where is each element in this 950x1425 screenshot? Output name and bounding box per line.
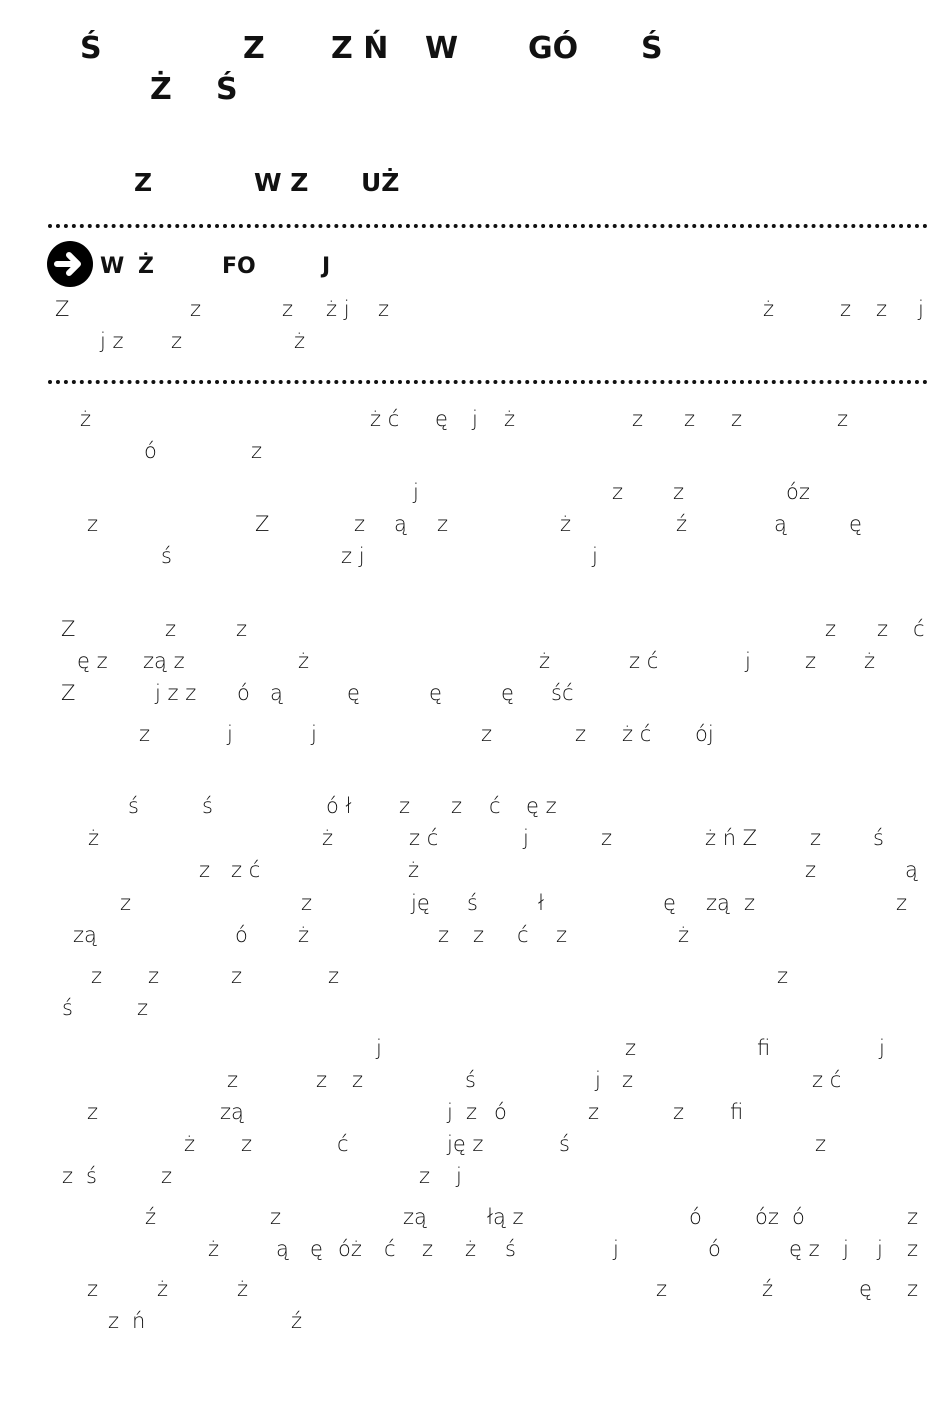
text-fragment: ż xyxy=(539,649,551,673)
text-fragment: z xyxy=(684,407,696,431)
text-fragment: ó xyxy=(708,1237,721,1261)
text-fragment: z xyxy=(139,722,151,746)
text-fragment: z xyxy=(91,964,103,988)
text-fragment: ę z xyxy=(526,794,557,818)
text-fragment: ż xyxy=(237,1277,249,1301)
text-fragment: j xyxy=(227,722,233,746)
text-fragment: ź xyxy=(762,1277,774,1301)
text-fragment: z xyxy=(108,1309,120,1333)
text-fragment: z xyxy=(877,617,889,641)
text-fragment: ć xyxy=(913,617,925,641)
text-fragment: ę xyxy=(310,1237,323,1261)
text-fragment: óz xyxy=(755,1205,779,1229)
text-fragment: zą z xyxy=(143,649,185,673)
text-fragment: z xyxy=(805,858,817,882)
text-fragment: ó xyxy=(494,1100,507,1124)
text-fragment: ć xyxy=(489,794,501,818)
text-fragment: ę z xyxy=(77,649,108,673)
callout-text: z xyxy=(378,297,390,321)
text-fragment: ś xyxy=(873,826,884,850)
text-fragment: ł xyxy=(538,891,544,915)
text-fragment: ę xyxy=(501,681,514,705)
text-fragment: z xyxy=(473,923,485,947)
callout-title-glyph: FO xyxy=(222,254,256,279)
text-fragment: ż xyxy=(465,1237,477,1261)
text-fragment: z xyxy=(148,964,160,988)
text-fragment: j xyxy=(613,1237,619,1261)
text-fragment: z xyxy=(612,480,624,504)
text-fragment: z xyxy=(62,1164,74,1188)
text-fragment: z xyxy=(673,480,685,504)
text-fragment: z xyxy=(815,1132,827,1156)
text-fragment: z xyxy=(466,1100,478,1124)
text-fragment: ą xyxy=(774,512,787,536)
text-fragment: z xyxy=(328,964,340,988)
text-fragment: j xyxy=(877,1237,883,1261)
text-fragment: ś xyxy=(465,1068,476,1092)
text-fragment: ó xyxy=(144,439,157,463)
text-fragment: ś xyxy=(128,794,139,818)
text-fragment: z xyxy=(438,923,450,947)
text-fragment: ź xyxy=(676,512,688,536)
text-fragment: z xyxy=(656,1277,668,1301)
text-fragment: z ć xyxy=(409,826,439,850)
text-fragment: ó xyxy=(792,1205,805,1229)
text-fragment: z ć xyxy=(231,858,261,882)
text-fragment: z xyxy=(354,512,366,536)
text-fragment: fi xyxy=(757,1036,771,1060)
callout-title-glyph: J xyxy=(322,254,331,279)
title-glyph: Ś xyxy=(216,72,238,107)
title-glyph: Ś xyxy=(641,31,663,66)
text-fragment: z xyxy=(301,891,313,915)
text-fragment: ję z xyxy=(447,1132,484,1156)
text-fragment: ó xyxy=(235,923,248,947)
text-fragment: j xyxy=(413,480,419,504)
text-fragment: z xyxy=(352,1068,364,1092)
text-fragment: ę xyxy=(849,512,862,536)
text-fragment: z xyxy=(907,1237,919,1261)
text-fragment: z xyxy=(907,1205,919,1229)
text-fragment: j xyxy=(523,826,529,850)
text-fragment: z xyxy=(731,407,743,431)
text-fragment: ń xyxy=(132,1309,146,1333)
text-fragment: z xyxy=(87,1100,99,1124)
text-fragment: ż ć xyxy=(622,722,652,746)
text-fragment: ś xyxy=(505,1237,516,1261)
text-fragment: ś xyxy=(202,794,213,818)
title-glyph: Ż xyxy=(150,72,172,107)
text-fragment: ź xyxy=(291,1309,303,1333)
text-fragment: z xyxy=(896,891,908,915)
text-fragment: ż xyxy=(408,858,420,882)
text-fragment: Z xyxy=(255,512,270,536)
text-fragment: z xyxy=(137,996,149,1020)
text-fragment: ę xyxy=(435,407,448,431)
text-fragment: ś xyxy=(161,544,172,568)
text-fragment: fi xyxy=(730,1100,744,1124)
text-fragment: z xyxy=(810,826,822,850)
text-fragment: z xyxy=(575,722,587,746)
text-fragment: ę z xyxy=(789,1237,820,1261)
text-fragment: ż ń Z xyxy=(705,826,758,850)
text-fragment: zą xyxy=(403,1205,427,1229)
text-fragment: ę xyxy=(347,681,360,705)
text-fragment: zą xyxy=(73,923,97,947)
text-fragment: ś xyxy=(467,891,478,915)
text-fragment: z xyxy=(481,722,493,746)
text-fragment: z xyxy=(199,858,211,882)
text-fragment: ć xyxy=(384,1237,396,1261)
text-fragment: z xyxy=(419,1164,431,1188)
title-glyph: W xyxy=(425,31,459,66)
text-fragment: z xyxy=(165,617,177,641)
text-fragment: z j xyxy=(341,544,365,568)
text-fragment: z xyxy=(632,407,644,431)
text-fragment: j z z xyxy=(155,681,197,705)
text-fragment: zą xyxy=(220,1100,244,1124)
text-fragment: j xyxy=(879,1036,885,1060)
text-fragment: ż xyxy=(80,407,92,431)
text-fragment: zą xyxy=(706,891,730,915)
title-glyph: Ś xyxy=(80,31,102,66)
text-fragment: z xyxy=(236,617,248,641)
text-fragment: z xyxy=(227,1068,239,1092)
callout-text: z xyxy=(190,297,202,321)
text-fragment: z xyxy=(399,794,411,818)
text-fragment: ć xyxy=(337,1132,349,1156)
text-fragment: z xyxy=(87,512,99,536)
text-fragment: z xyxy=(241,1132,253,1156)
text-fragment: ż xyxy=(298,923,310,947)
text-fragment: ó xyxy=(689,1205,702,1229)
text-fragment: ą xyxy=(270,681,283,705)
callout-text: ż j xyxy=(326,297,350,321)
text-fragment: z ć xyxy=(812,1068,842,1092)
callout-text: z xyxy=(876,297,888,321)
text-fragment: j xyxy=(311,722,317,746)
callout-text: Z xyxy=(55,297,70,321)
callout-text: ż xyxy=(763,297,775,321)
text-fragment: z xyxy=(251,439,263,463)
text-fragment: ą xyxy=(276,1237,289,1261)
text-fragment: Z xyxy=(61,681,76,705)
text-fragment: j xyxy=(456,1164,462,1188)
dotted-divider xyxy=(48,224,928,228)
text-fragment: ą xyxy=(905,858,918,882)
text-fragment: z xyxy=(120,891,132,915)
text-fragment: ó ł xyxy=(326,794,352,818)
title-glyph: GÓ xyxy=(528,31,579,66)
text-fragment: ż xyxy=(678,923,690,947)
text-fragment: Z xyxy=(61,617,76,641)
text-fragment: ź xyxy=(145,1205,157,1229)
text-fragment: ś xyxy=(62,996,73,1020)
text-fragment: ż xyxy=(322,826,334,850)
text-fragment: ę xyxy=(429,681,442,705)
text-fragment: ś xyxy=(559,1132,570,1156)
title-glyph: Z xyxy=(243,31,265,66)
subheading-glyph: UŻ xyxy=(361,168,400,197)
text-fragment: z xyxy=(556,923,568,947)
text-fragment: j xyxy=(843,1237,849,1261)
callout-text: ż xyxy=(294,329,306,353)
text-fragment: ż xyxy=(864,649,876,673)
text-fragment: z xyxy=(622,1068,634,1092)
callout-title-glyph: W xyxy=(100,254,125,279)
text-fragment: ę xyxy=(859,1277,872,1301)
text-fragment: ję xyxy=(411,891,430,915)
text-fragment: z xyxy=(777,964,789,988)
text-fragment: ój xyxy=(695,722,714,746)
text-fragment: z xyxy=(805,649,817,673)
text-fragment: ć xyxy=(517,923,529,947)
text-fragment: ó xyxy=(237,681,250,705)
text-fragment: z xyxy=(907,1277,919,1301)
callout-text: j xyxy=(918,297,924,321)
text-fragment: z xyxy=(673,1100,685,1124)
text-fragment: z xyxy=(588,1100,600,1124)
text-fragment: z xyxy=(601,826,613,850)
text-fragment: ą xyxy=(394,512,407,536)
dotted-divider xyxy=(48,380,928,384)
text-fragment: óz xyxy=(786,480,810,504)
callout-text: z xyxy=(840,297,852,321)
text-fragment: z xyxy=(87,1277,99,1301)
text-fragment: j xyxy=(592,544,598,568)
text-fragment: ż xyxy=(298,649,310,673)
text-fragment: z ć xyxy=(629,649,659,673)
text-fragment: z xyxy=(437,512,449,536)
text-fragment: ż xyxy=(504,407,516,431)
callout-title-glyph: Ż xyxy=(138,254,154,279)
callout-text: z xyxy=(282,297,294,321)
text-fragment: z xyxy=(825,617,837,641)
text-fragment: z xyxy=(231,964,243,988)
text-fragment: z xyxy=(270,1205,282,1229)
text-fragment: z xyxy=(744,891,756,915)
text-fragment: j xyxy=(745,649,751,673)
text-fragment: ś xyxy=(86,1164,97,1188)
text-fragment: z xyxy=(625,1036,637,1060)
text-fragment: z xyxy=(837,407,849,431)
subheading-glyph: W Z xyxy=(254,168,309,197)
text-fragment: ż xyxy=(184,1132,196,1156)
text-fragment: ż xyxy=(88,826,100,850)
subheading-glyph: Z xyxy=(134,168,153,197)
text-fragment: z xyxy=(161,1164,173,1188)
text-fragment: ż xyxy=(157,1277,169,1301)
title-glyph: Z Ń xyxy=(331,31,389,66)
arrow-right-circle-icon xyxy=(47,241,93,287)
text-fragment: j xyxy=(447,1100,453,1124)
callout-text: j z xyxy=(100,329,124,353)
text-fragment: óż xyxy=(338,1237,362,1261)
text-fragment: j xyxy=(376,1036,382,1060)
text-fragment: z xyxy=(316,1068,328,1092)
text-fragment: z xyxy=(422,1237,434,1261)
callout-text: z xyxy=(171,329,183,353)
text-fragment: ż xyxy=(208,1237,220,1261)
text-fragment: j xyxy=(595,1068,601,1092)
text-fragment: j xyxy=(472,407,478,431)
text-fragment: łą z xyxy=(487,1205,524,1229)
text-fragment: ż ć xyxy=(370,407,400,431)
text-fragment: ż xyxy=(560,512,572,536)
text-fragment: ść xyxy=(551,681,574,705)
text-fragment: z xyxy=(451,794,463,818)
text-fragment: ę xyxy=(663,891,676,915)
